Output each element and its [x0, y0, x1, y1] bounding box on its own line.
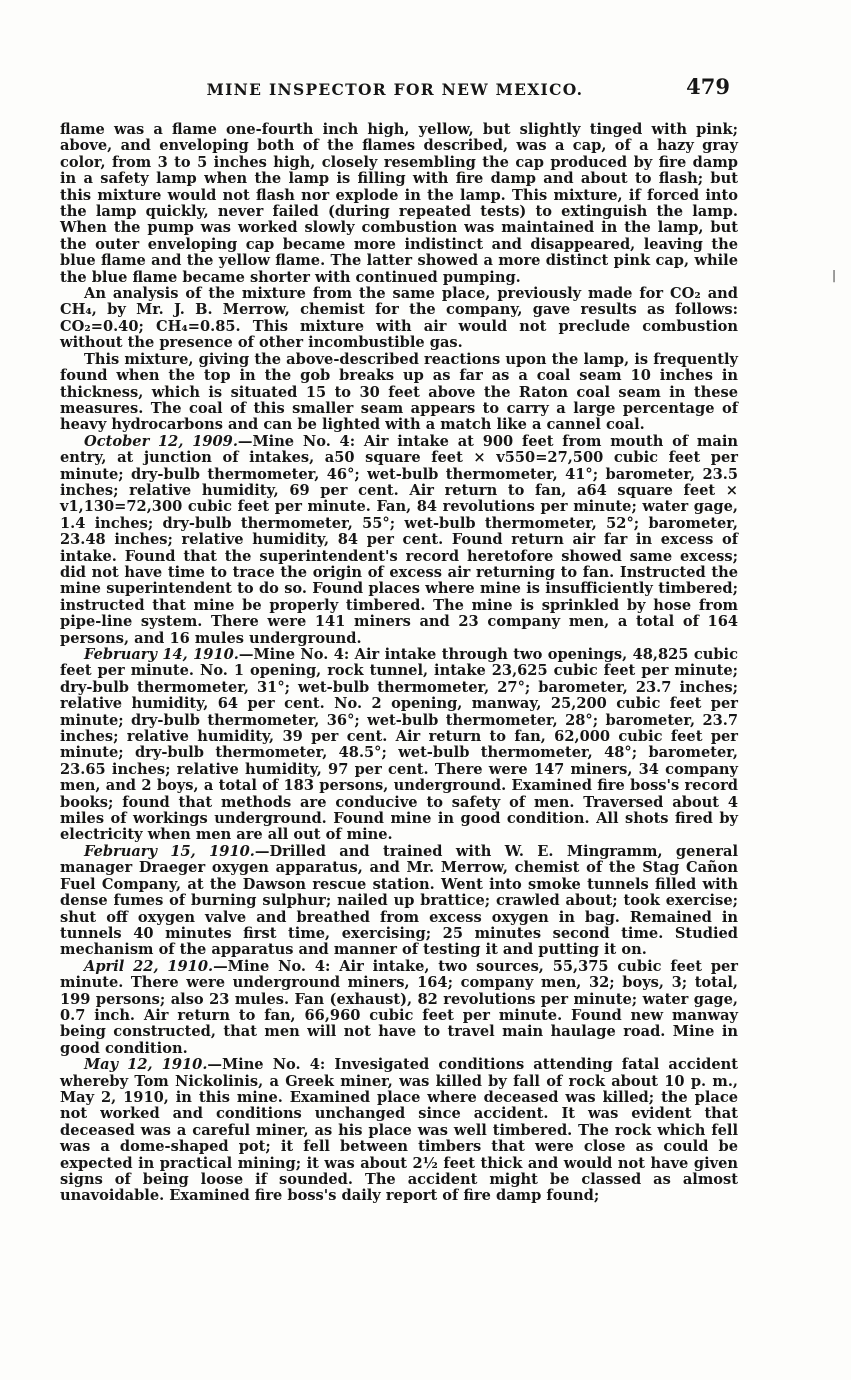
paragraph-text: This mixture, giving the above-described reactions upon the lamp, is frequently found when the top in the gob breaks up as far as a coal seam 10 inches in thickness, which is situated 15 to 30 feet above the Raton coal seam in these measures. The coal of this smaller seam appears to carry a large percentage of heavy hydrocarbons and can be lighted with a match like a cannel coal. [60, 350, 738, 434]
running-head [60, 76, 730, 106]
paragraph-date: February 14, 1910. [84, 646, 239, 663]
paragraph [60, 647, 738, 844]
paragraph-text: —Mine No. 4: Air intake through two openings, 48,825 cubic feet per minute. No. 1 opening, rock tunnel, intake 23,625 cubic feet per minute; dry-bulb thermometer, 31°; wet-bulb thermometer, 27°; barometer, 23.7 inches; relative humidity, 64 per cent. No. 2 opening, manway, 25,200 cubic feet per minute; dry-bulb thermometer, 36°; wet-bulb thermometer, 28°; barometer, 23.7 inches; relative humidity, 39 per cent. Air return to fan, 62,000 cubic feet per minute; dry-bulb thermometer, 48.5°; wet-bulb thermometer, 48°; barometer, 23.65 inches; relative humidity, 97 per cent. There were 147 miners, 34 company men, and 2 boys, a total of 183 persons, underground. Examined fire boss's record books; found that methods are conducive to safety of men. Traversed about 4 miles of workings underground. Found mine in good condition. All shots fired by electricity when men are all out of mine. [60, 646, 738, 844]
paragraph-text: An analysis of the mixture from the same place, previously made for CO₂ and CH₄, by Mr. J. B. Merrow, chemist for the company, gave results as follows: CO₂=0.40; CH₄=0.85. This mixture with air would not preclude combustion without the presence of other incombustible gas. [60, 285, 738, 352]
paragraph [60, 352, 738, 434]
paragraph-text: flame was a flame one-fourth inch high, yellow, but slightly tinged with pink; above, and enveloping both of the flames described, was a cap, of a hazy gray color, from 3 to 5 inches high, closely resembling the cap produced by fire damp in a safety lamp when the lamp is filling with fire damp and about to flash; but this mixture would not flash nor explode in the lamp. This mixture, if forced into the lamp quickly, never failed (during repeated tests) to extinguish the lamp. When the pump was worked slowly combustion was maintained in the lamp, but the outer enveloping cap became more indistinct and disappeared, leaving the blue flame and the yellow flame. The latter showed a more distinct pink cap, while the blue flame became shorter with continued pumping. [60, 121, 738, 286]
paragraph-text: —Mine No. 4: Air intake at 900 feet from mouth of main entry, at junction of intakes, a50 square feet × v550=27,500 cubic feet per minute; dry-bulb thermometer, 46°; wet-bulb thermometer, 41°; barometer, 23.5 inches; relative humidity, 69 per cent. Air return to fan, a64 square feet × v1,130=72,300 cubic feet per minute. Fan, 84 revolutions per minute; water gage, 1.4 inches; dry-bulb thermometer, 55°; wet-bulb thermometer, 52°; barometer, 23.48 inches; relative humidity, 84 per cent. Found return air far in excess of intake. Found that the superintendent's record heretofore showed same excess; did not have time to trace the origin of excess air returning to fan. Instructed the mine superintendent to do so. Found places where mine is insufficiently timbered; instructed that mine be properly timbered. The mine is sprinkled by hose from pipe-line system. There were 141 miners and 23 company men, a total of 164 persons, and 16 mules underground. [60, 432, 738, 647]
paragraph-date: February 15, 1910. [84, 842, 255, 860]
paragraph [60, 286, 738, 352]
paragraph-date: April 22, 1910. [84, 957, 214, 975]
paragraph-text: —Drilled and trained with W. E. Mingramm, general manager Draeger oxygen apparatus, and Mr. Merrow, chemist of the Stag Cañon Fuel Company, at the Dawson rescue station. Went into smoke tunnels filled with dense fumes of burning sulphur; nailed up brattice; crawled about; took exercise; shut off oxygen valve and breathed from excess oxygen in bag. Remained in tunnels 40 minutes first time, exercising; 25 minutes second time. Studied mechanism of the apparatus and manner of testing it and putting it on. [60, 842, 738, 959]
paragraph [60, 844, 738, 959]
paragraph [60, 122, 738, 286]
body-text [60, 122, 738, 1205]
paragraph-text: —Mine No. 4: Air intake, two sources, 55,375 cubic feet per minute. There were underground miners, 164; company men, 32; boys, 3; total, 199 persons; also 23 mules. Fan (exhaust), 82 revolutions per minute; water gage, 0.7 inch. Air return to fan, 66,960 cubic feet per minute. Found new manway being constructed, that men will not have to travel main haulage road. Mine in good condition. [60, 957, 738, 1057]
paragraph [60, 1057, 738, 1205]
running-head-title: MINE INSPECTOR FOR NEW MEXICO. [206, 80, 584, 99]
page-number: 479 [686, 74, 730, 99]
margin-mark: | [832, 268, 837, 282]
paragraph [60, 959, 738, 1057]
paragraph-date: May 12, 1910. [84, 1056, 208, 1074]
paragraph [60, 434, 738, 647]
paragraph-date: October 12, 1909. [84, 432, 238, 450]
paragraph-text: —Mine No. 4: Invesigated conditions attending fatal accident whereby Tom Nickolinis, a Greek miner, was killed by fall of rock about 10 p. m., May 2, 1910, in this mine. Examined place where deceased was killed; the place not worked and conditions unchanged since accident. It was evident that deceased was a careful miner, as his place was well timbered. The rock which fell was a dome-shaped pot; it fell between timbers that were close as could be expected in practical mining; it was about 2½ feet thick and would not have given signs of being loose if sounded. The accident might be classed as almost unavoidable. Examined fire boss's daily report of fire damp found; [60, 1056, 738, 1205]
